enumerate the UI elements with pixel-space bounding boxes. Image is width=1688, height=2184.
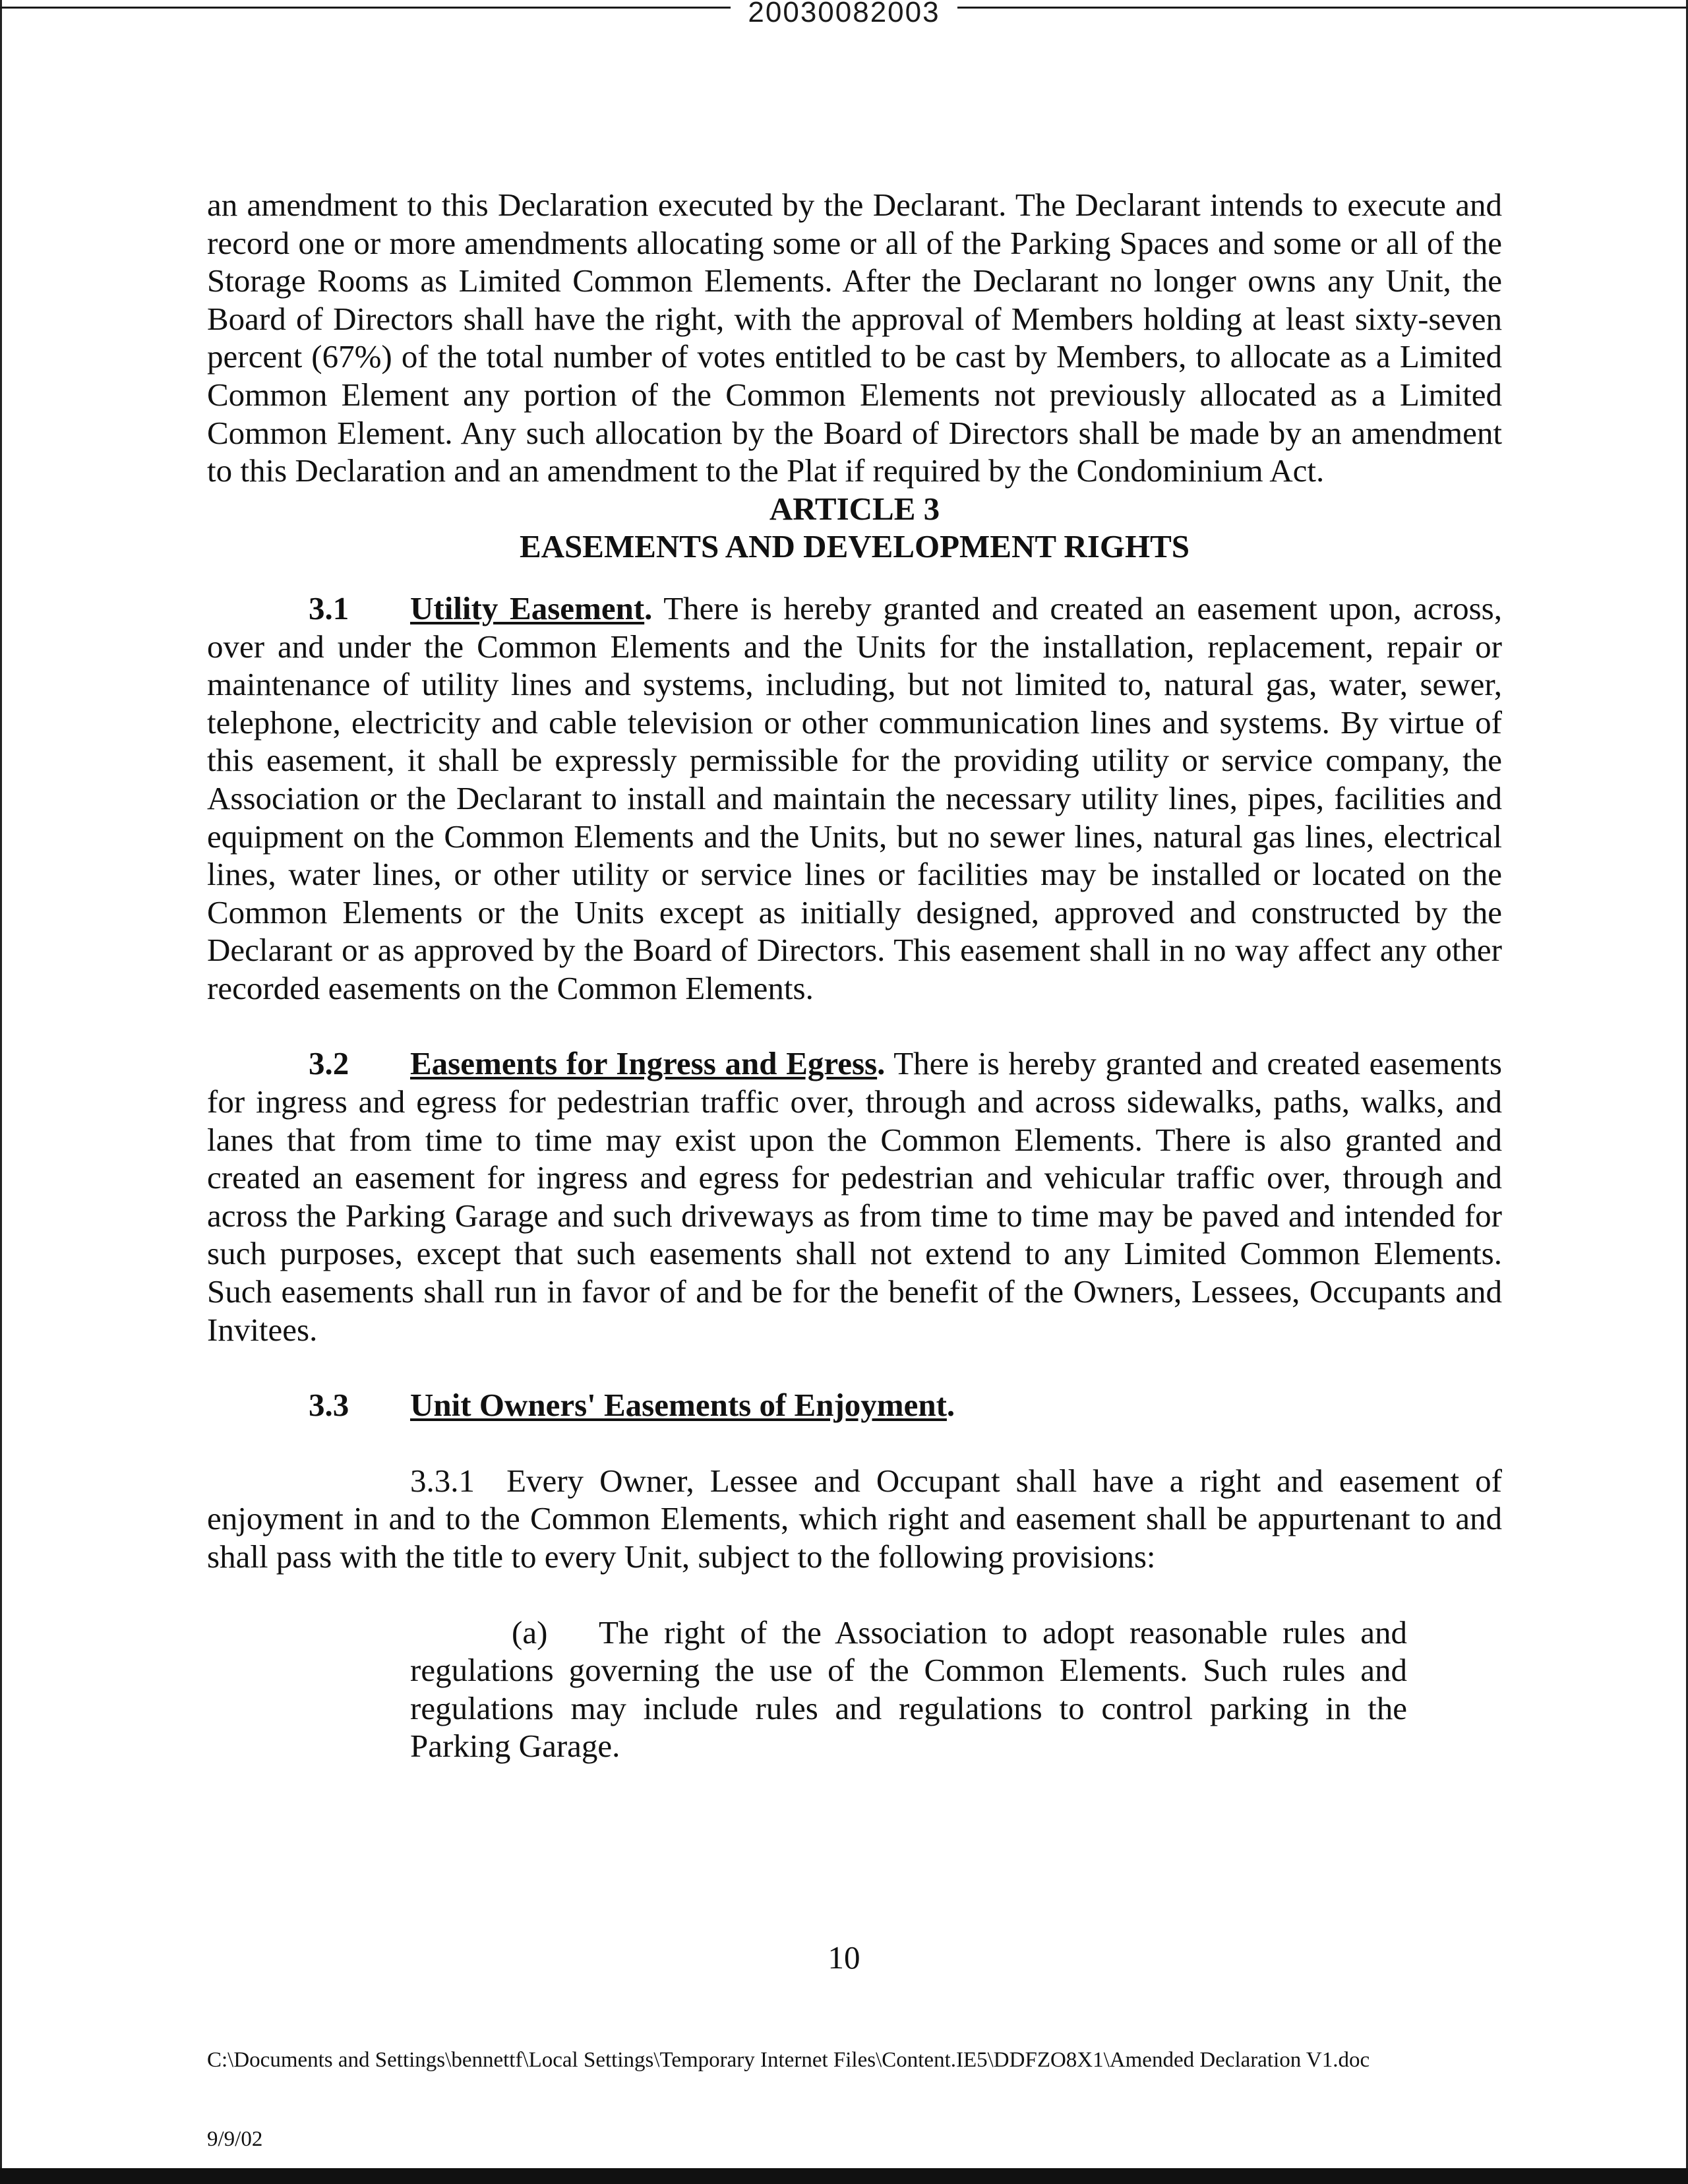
subsection-3-3-1 bbox=[207, 1462, 1502, 1576]
intro-paragraph: an amendment to this Declaration executed by the Declarant. The Declarant intends to execute and record one or more amendments allocating some or all of the Parking Spaces and some or all of the Storage Rooms as Limited Common Elements. After the Declarant no longer owns any Unit, the Board of Directors shall have the right, with the approval of Members holding at least sixty-seven percent (67%) of the total number of votes entitled to be cast by Members, to allocate as a Limited Common Element any portion of the Common Elements not previously allocated as a Limited Common Element. Any such allocation by the Board of Directors shall be made by an amendment to this Declaration and an amendment to the Plat if required by the Condominium Act. bbox=[207, 187, 1502, 489]
section-3-2-number: 3.2 bbox=[309, 1045, 349, 1082]
footer-file-path: C:\Documents and Settings\bennettf\Local Settings\Temporary Internet Files\Content.IE5\DDFZO8X1\Amended Declaration V1.doc bbox=[207, 2048, 1370, 2072]
document-number: 20030082003 bbox=[731, 0, 957, 29]
subsection-3-3-1-number: 3.3.1 bbox=[410, 1462, 475, 1499]
section-3-1-title: Utility Easement bbox=[410, 590, 645, 626]
page-number: 10 bbox=[828, 1939, 860, 1976]
scan-bottom-edge bbox=[0, 2168, 1688, 2184]
scan-left-edge bbox=[0, 0, 2, 2184]
section-3-1: 3.1 Utility Easement. There is hereby granted and created an easement upon, across, over and under the Common Elements and the Units for the installation, replacement, repair or maintenance of utility lines and systems, including, but not limited to, natural gas, water, sewer, telephone, electricity and cable television or other communication lines and systems. By virtue of this easement, it shall be expressly permissible for the providing utility or service company, the Association or the Declarant to install and maintain the necessary utility lines, pipes, facilities and equipment on the Common Elements and the Units, but no sewer lines, natural gas lines, electrical lines, water lines, or other utility or service lines or facilities may be installed or located on the Common Elements or the Units except as initially designed, approved and constructed by the Declarant or as approved by the Board of Directors. This easement shall in no way affect any other recorded easements on the Common Elements. bbox=[207, 590, 1502, 1006]
section-3-1-number: 3.1 bbox=[309, 590, 349, 626]
article-title: EASEMENTS AND DEVELOPMENT RIGHTS bbox=[519, 528, 1190, 565]
document-number-header bbox=[0, 0, 1688, 29]
subsection-3-3-1-text: Every Owner, Lessee and Occupant shall have a right and easement of enjoyment in and to the Common Elements, which right and easement shall be appurtenant to and shall pass with the title to every Unit, subject to the following provisions: bbox=[207, 1462, 1503, 1575]
list-item-a bbox=[410, 1614, 1407, 1765]
list-item-a-label: (a) bbox=[512, 1614, 548, 1651]
section-3-2-text: There is hereby granted and created easements for ingress and egress for pedestrian traffic over, through and across sidewalks, paths, walks, and lanes that from time to time may exist upon the Common Elements. There is also granted and created an easement for ingress and egress for pedestrian and vehicular traffic over, through and across the Parking Garage and such driveways as from time to time may be paved and intended for such purposes, except that such easements shall not extend to any Limited Common Elements. Such easements shall run in favor of and be for the benefit of the Owners, Lessees, Occupants and Invitees. bbox=[207, 1045, 1502, 1348]
section-3-2: 3.2 Easements for Ingress and Egress. There is hereby granted and created easements for ingress and egress for pedestrian traffic over, through and across sidewalks, paths, walks, and lanes that from time to time may exist upon the Common Elements. There is also granted and created an easement for ingress and egress for pedestrian and vehicular traffic over, through and across the Parking Garage and such driveways as from time to time may be paved and intended for such purposes, except that such easements shall not extend to any Limited Common Elements. Such easements shall run in favor of and be for the benefit of the Owners, Lessees, Occupants and Invitees. bbox=[207, 1045, 1502, 1348]
section-3-2-title: Easements for Ingress and Egress bbox=[410, 1045, 878, 1082]
section-3-3-heading: 3.3 Unit Owners' Easements of Enjoyment. bbox=[309, 1387, 955, 1424]
footer-date: 9/9/02 bbox=[207, 2127, 263, 2151]
document-page bbox=[207, 186, 1502, 1765]
section-3-3-number: 3.3 bbox=[309, 1387, 349, 1424]
section-3-1-text: There is hereby granted and created an easement upon, across, over and under the Common Elements and the Units for the installation, replacement, repair or maintenance of utility lines and systems, including, but not limited to, natural gas, water, sewer, telephone, electricity and cable television or other communication lines and systems. By virtue of this easement, it shall be expressly permissible for the providing utility or service company, the Association or the Declarant to install and maintain the necessary utility lines, pipes, facilities and equipment on the Common Elements and the Units, but no sewer lines, natural gas lines, electrical lines, water lines, or other utility or service lines or facilities may be installed or located on the Common Elements or the Units except as initially designed, approved and constructed by the Declarant or as approved by the Board of Directors. This easement shall in no way affect any other recorded easements on the Common Elements. bbox=[207, 590, 1502, 1006]
article-heading: ARTICLE 3 bbox=[769, 490, 940, 527]
footer bbox=[207, 1994, 1370, 2179]
section-3-3-title: Unit Owners' Easements of Enjoyment bbox=[410, 1387, 947, 1424]
list-item-a-text: The right of the Association to adopt reasonable rules and regulations governing the use of the Common Elements. Such rules and regulations may include rules and regulations to control parking in the Parking Garage. bbox=[410, 1614, 1407, 1765]
